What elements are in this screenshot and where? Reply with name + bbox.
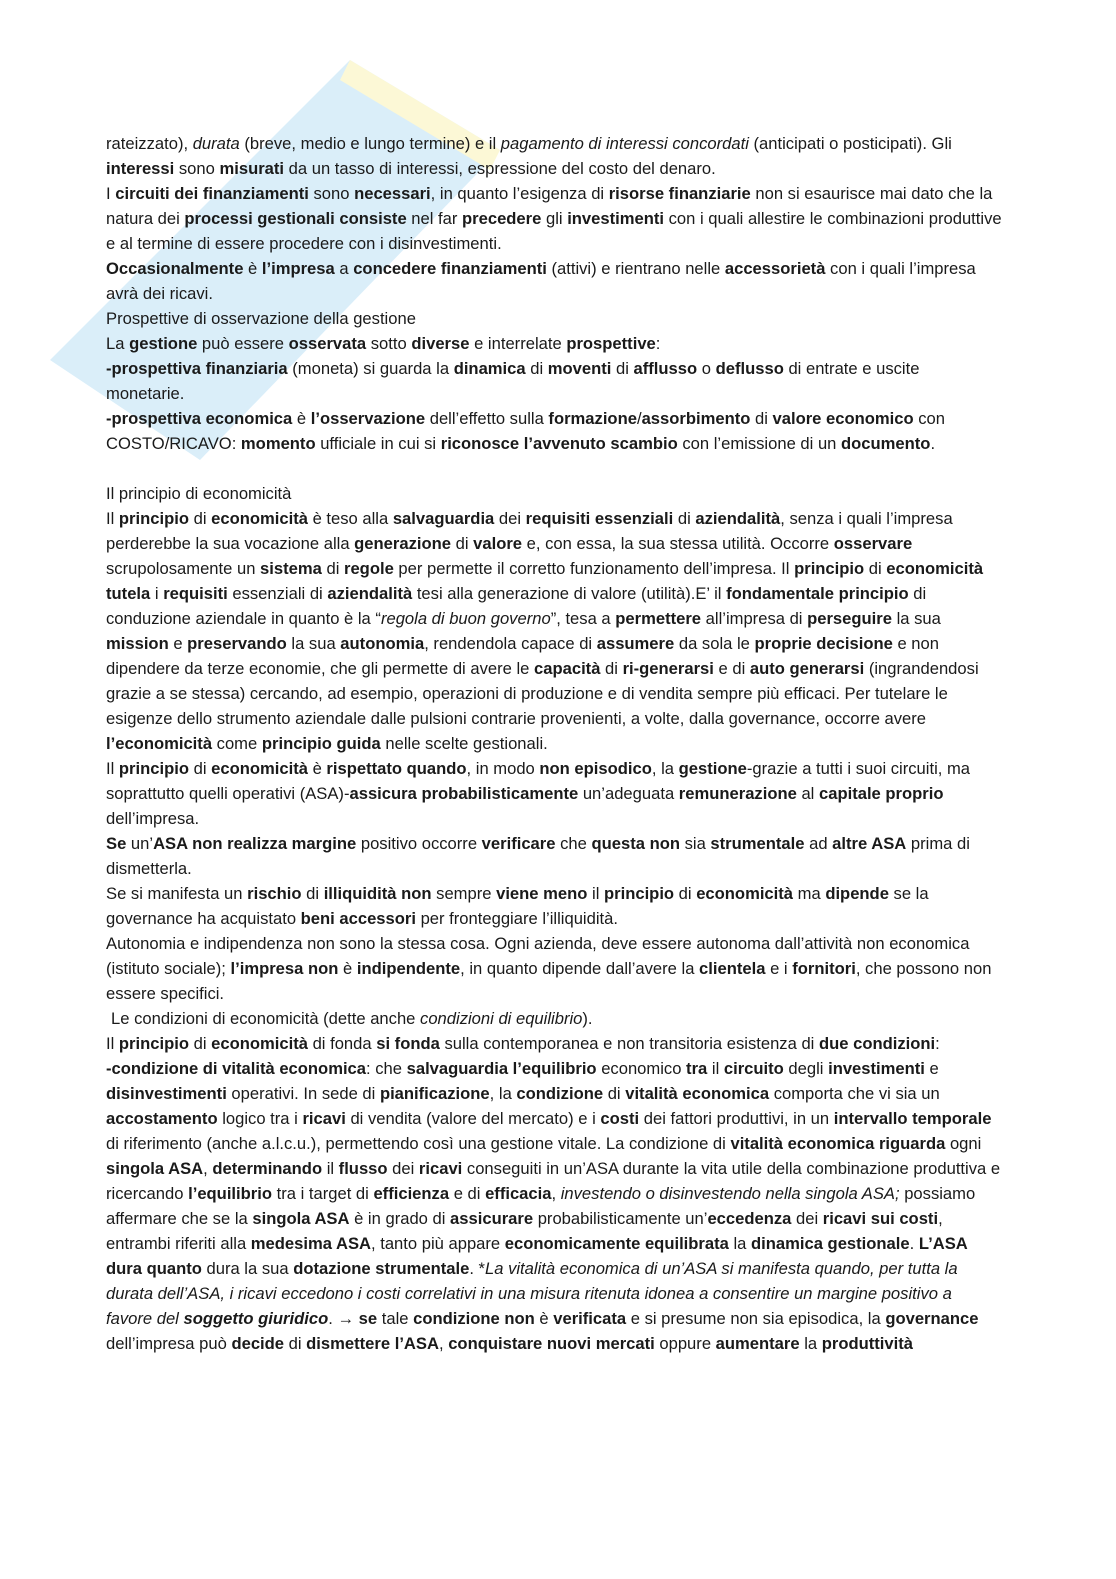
text-run: . * <box>469 1259 485 1278</box>
text-run: questa non <box>591 834 680 853</box>
text-run: e si presume non sia episodica, la <box>626 1309 886 1328</box>
text-run: riconosce l’avvenuto scambio <box>440 434 678 453</box>
text-run: dei <box>791 1209 823 1228</box>
text-run: rateizzato), <box>106 134 193 153</box>
text-run: La <box>106 334 130 353</box>
text-run: decide <box>231 1334 285 1353</box>
text-run: la sua <box>891 609 941 628</box>
text-run: non episodico <box>539 759 652 778</box>
text-run: sempre <box>431 884 497 903</box>
text-run: aziendalità <box>695 509 781 528</box>
text-run: sotto <box>366 334 412 353</box>
text-run: sono <box>174 159 220 178</box>
text-run: ufficiale in cui si <box>315 434 441 453</box>
text-run: dismettere l’ASA <box>306 1334 439 1353</box>
text-run: di riferimento (anche a.l.c.u.), permettendo così una gestione vitale. La condizione di <box>106 1134 731 1153</box>
text-run: ASA non realizza margine <box>153 834 357 853</box>
text-run: , in quanto dipende dall’avere la <box>460 959 700 978</box>
text-run: di fonda <box>307 1034 377 1053</box>
text-run: -grazie a tutti i suoi circuiti, ma soprattutto quelli operativi (ASA)- <box>106 759 971 803</box>
text-run: è in grado di <box>349 1209 451 1228</box>
text-run: da un tasso di interessi, espressione del costo del denaro. <box>284 159 716 178</box>
text-run: generazione <box>354 534 451 553</box>
text-run: sia <box>679 834 711 853</box>
text-run: gli <box>541 209 568 228</box>
text-run: determinando <box>212 1159 323 1178</box>
text-run: di <box>284 1334 307 1353</box>
text-run: positivo occorre <box>356 834 482 853</box>
text-run: remunerazione <box>678 784 797 803</box>
text-run: requisiti <box>163 584 228 603</box>
text-run: , in quanto l’esigenza di <box>430 184 609 203</box>
text-run: : che <box>366 1059 407 1078</box>
text-run: di <box>864 559 887 578</box>
text-run: assicurare <box>450 1209 534 1228</box>
text-run: è <box>307 759 327 778</box>
text-run: , <box>438 1334 449 1353</box>
text-run: risorse finanziarie <box>608 184 751 203</box>
text-run: efficienza <box>373 1184 450 1203</box>
text-run: che <box>555 834 592 853</box>
text-run: con i quali allestire le combinazioni produttive e al termine di essere procedere con i disinvestimenti. <box>106 209 1002 253</box>
text-run: efficacia <box>485 1184 552 1203</box>
text-run: ad <box>804 834 833 853</box>
text-run: degli <box>783 1059 829 1078</box>
text-run: di <box>188 759 212 778</box>
text-run: di <box>611 359 634 378</box>
text-run: Prospettive di osservazione della gestione <box>106 309 416 328</box>
text-run: → <box>337 1309 355 1328</box>
text-run: , la <box>651 759 679 778</box>
text-run: -prospettiva economica <box>106 409 293 428</box>
text-run: di <box>674 884 697 903</box>
text-run: osservare <box>833 534 913 553</box>
paragraph <box>106 506 1002 756</box>
text-run: valore <box>473 534 523 553</box>
text-run: e non dipendere da terze economie, che gli permette di avere le <box>106 634 939 678</box>
text-run: di entrate e uscite monetarie. <box>106 359 920 403</box>
text-run: documento <box>841 434 931 453</box>
text-run: aziendalità <box>327 584 413 603</box>
text-run: assumere <box>596 634 675 653</box>
text-run: regole <box>344 559 394 578</box>
text-run: dell’impresa. <box>106 809 200 828</box>
text-run: è <box>338 959 357 978</box>
text-run: Il <box>106 509 119 528</box>
text-run: e di <box>449 1184 486 1203</box>
text-run: verificare <box>481 834 556 853</box>
text-run: dell’impresa può <box>106 1334 232 1353</box>
text-run: formazione <box>548 409 637 428</box>
text-run: essenziali di <box>227 584 328 603</box>
text-run: diverse <box>411 334 470 353</box>
paragraph <box>106 406 1002 456</box>
paragraph <box>106 181 1002 256</box>
text-run: di <box>301 884 324 903</box>
text-run: di <box>321 559 344 578</box>
text-run: di <box>673 509 696 528</box>
text-run: logico tra i <box>217 1109 303 1128</box>
text-run: il <box>322 1159 339 1178</box>
text-run: moventi <box>547 359 612 378</box>
text-run: Le condizioni di economicità (dette anche <box>111 1009 421 1028</box>
text-run: principio <box>794 559 865 578</box>
paragraph <box>106 881 1002 931</box>
text-run: Il <box>106 1034 119 1053</box>
text-run: soggetto giuridico <box>183 1309 329 1328</box>
text-run: vitalità economica riguarda <box>730 1134 946 1153</box>
text-run: accostamento <box>106 1109 218 1128</box>
text-run: L’ASA dura quanto <box>106 1234 968 1278</box>
text-run: può essere <box>197 334 289 353</box>
text-run: ri-generarsi <box>622 659 714 678</box>
text-run: assorbimento <box>641 409 751 428</box>
text-run: dei <box>387 1159 419 1178</box>
paragraph <box>106 306 1002 331</box>
text-run: gestione <box>129 334 198 353</box>
text-run: rispettato quando <box>326 759 467 778</box>
text-run: clientela <box>699 959 766 978</box>
text-run: l’osservazione <box>310 409 426 428</box>
text-run: di <box>603 1084 626 1103</box>
text-run: momento <box>240 434 316 453</box>
text-run: , che possono non essere specifici. <box>106 959 992 1003</box>
text-run: dipende <box>825 884 889 903</box>
text-run: se la governance ha acquistato <box>106 884 929 928</box>
text-run: singola ASA <box>252 1209 350 1228</box>
text-run: : <box>935 1034 940 1053</box>
text-run: e interrelate <box>469 334 567 353</box>
paragraph <box>106 481 1002 506</box>
text-run: / <box>636 409 642 428</box>
text-run: preservando <box>187 634 287 653</box>
text-run: di <box>188 1034 212 1053</box>
text-run: . <box>909 1234 919 1253</box>
text-run: osservata <box>288 334 367 353</box>
paragraph <box>106 1031 1002 1056</box>
text-run: produttività <box>821 1334 913 1353</box>
text-run: con i quali l’impresa avrà dei ricavi. <box>106 259 976 303</box>
paragraph <box>106 931 1002 1006</box>
text-run: strumentale <box>710 834 805 853</box>
text-run: di <box>450 534 474 553</box>
text-run: prima di dismetterla. <box>106 834 970 878</box>
text-run: e di <box>713 659 750 678</box>
paragraph <box>106 331 1002 356</box>
text-run: tesi alla generazione di valore (utilità).E’ il <box>412 584 727 603</box>
text-run: principio <box>118 759 189 778</box>
text-run: -condizione di vitalità economica <box>106 1059 367 1078</box>
paragraph <box>106 131 1002 181</box>
text-run: eccedenza <box>707 1209 792 1228</box>
text-run: necessari <box>354 184 431 203</box>
text-run: di conduzione aziendale in quanto è la “ <box>106 584 927 628</box>
text-run: , in modo <box>466 759 540 778</box>
text-run: dell’effetto sulla <box>425 409 549 428</box>
text-run: (moneta) si guarda la <box>287 359 454 378</box>
text-run: precedere <box>462 209 542 228</box>
text-run: (attivi) e rientrano nelle <box>546 259 725 278</box>
text-run: disinvestimenti <box>106 1084 227 1103</box>
text-run: -prospettiva finanziaria <box>106 359 288 378</box>
text-run: principio <box>604 884 675 903</box>
text-run: , <box>551 1184 561 1203</box>
text-run: l’equilibrio <box>188 1184 272 1203</box>
text-run: l’economicità <box>106 734 213 753</box>
text-run: sulla contemporanea e non transitoria esistenza di <box>439 1034 819 1053</box>
text-run: vitalità economica <box>625 1084 770 1103</box>
text-run: auto generarsi <box>749 659 865 678</box>
text-run: scrupolosamente un <box>106 559 261 578</box>
text-run: regola di buon governo <box>380 609 551 628</box>
text-run: o <box>697 359 716 378</box>
text-run: di vendita (valore del mercato) e i <box>345 1109 601 1128</box>
text-run: capacità <box>534 659 601 678</box>
text-run: governance <box>885 1309 979 1328</box>
text-run: assicura probabilisticamente <box>349 784 579 803</box>
text-run: con COSTO/RICAVO: <box>106 409 945 453</box>
text-run: tra i target di <box>272 1184 374 1203</box>
text-run: due condizioni <box>818 1034 936 1053</box>
text-run: al <box>796 784 819 803</box>
text-run: deflusso <box>715 359 784 378</box>
text-run: illiquidità non <box>323 884 432 903</box>
text-run: economico <box>596 1059 687 1078</box>
text-run: dura la sua <box>201 1259 294 1278</box>
text-run: investimenti <box>828 1059 925 1078</box>
text-run: a <box>334 259 354 278</box>
text-run: possiamo affermare che se la <box>106 1184 976 1228</box>
text-run: operativi. In sede di <box>226 1084 380 1103</box>
text-run: ”, tesa a <box>550 609 616 628</box>
text-run: di <box>600 659 623 678</box>
text-run: all’impresa di <box>701 609 808 628</box>
text-run: mission <box>106 634 169 653</box>
text-run: prospettive <box>566 334 656 353</box>
paragraph <box>106 356 1002 406</box>
text-run: , rendendola capace di <box>424 634 597 653</box>
text-run: (ingrandendosi grazie a se stessa) cercando, ad esempio, operazioni di produzione e di vendita sempre più efficaci. Per tutelare le esigenze dello strumento aziendale dalle pulsioni contrarie provenienti, a volte, dalla governance, occorre avere <box>106 659 979 728</box>
text-run: e, con essa, la sua stessa utilità. Occorre <box>522 534 834 553</box>
text-run: economicamente equilibrata <box>504 1234 729 1253</box>
text-run: Il principio di economicità <box>106 484 292 503</box>
text-run: perseguire <box>807 609 892 628</box>
text-run: salvaguardia <box>392 509 495 528</box>
text-run: , senza i quali l’impresa perderebbe la sua vocazione alla <box>106 509 953 553</box>
text-run: di <box>750 409 773 428</box>
text-run: (breve, medio e lungo termine) e il <box>239 134 501 153</box>
text-run: economicità <box>211 509 308 528</box>
text-run: beni accessori <box>300 909 416 928</box>
text-run: interessi <box>106 159 175 178</box>
text-run: valore economico <box>772 409 914 428</box>
text-run: la <box>799 1334 822 1353</box>
text-run: condizioni di equilibrio <box>420 1009 583 1028</box>
text-run: I <box>106 184 116 203</box>
text-run: indipendente <box>356 959 461 978</box>
text-run: proprie decisione <box>754 634 893 653</box>
text-run: principio <box>118 509 189 528</box>
text-run: si fonda <box>376 1034 440 1053</box>
text-run: per permette il corretto funzionamento dell’impresa. Il <box>393 559 795 578</box>
text-run: nelle scelte gestionali. <box>380 734 548 753</box>
text-run: viene meno <box>496 884 588 903</box>
paragraph <box>106 1056 1002 1356</box>
text-run: singola ASA <box>106 1159 204 1178</box>
text-run: dotazione strumentale <box>293 1259 470 1278</box>
text-run: con l’emissione di un <box>677 434 842 453</box>
text-run: il <box>707 1059 724 1078</box>
text-run: gestione <box>678 759 747 778</box>
text-run: permettere <box>615 609 702 628</box>
text-run: tale <box>377 1309 414 1328</box>
text-run: conseguiti in un’ASA durante la vita utile della combinazione produttiva e ricercando <box>106 1159 1001 1203</box>
text-run: pagamento di interessi concordati <box>500 134 749 153</box>
document-body <box>106 131 1002 1356</box>
text-run: investimenti <box>567 209 665 228</box>
text-run: autonomia <box>340 634 425 653</box>
text-run: circuiti dei finanziamenti <box>115 184 309 203</box>
text-run: . <box>930 434 936 453</box>
text-run: non si esaurisce mai dato che la natura dei <box>106 184 993 228</box>
text-run: l’impresa <box>261 259 335 278</box>
text-run: comporta che vi sia un <box>769 1084 940 1103</box>
text-run: economicità <box>211 1034 308 1053</box>
text-run: medesima ASA <box>250 1234 371 1253</box>
text-run: accessorietà <box>724 259 826 278</box>
text-run: Se <box>106 834 127 853</box>
text-run: probabilisticamente un’ <box>533 1209 708 1228</box>
text-run: , la <box>489 1084 517 1103</box>
text-run: ogni <box>945 1134 982 1153</box>
text-run: : <box>655 334 661 353</box>
text-run: verificata <box>553 1309 627 1328</box>
text-run: e <box>924 1059 939 1078</box>
text-run: . <box>328 1309 338 1328</box>
text-run: ricavi sui costi <box>822 1209 939 1228</box>
text-run: di <box>525 359 548 378</box>
text-run: la sua <box>286 634 341 653</box>
text-run: investendo o disinvestendo nella singola ASA; <box>560 1184 900 1203</box>
text-run: rischio <box>247 884 302 903</box>
text-run: condizione <box>516 1084 604 1103</box>
paragraph <box>106 1006 1002 1031</box>
text-run: flusso <box>338 1159 388 1178</box>
paragraph <box>106 256 1002 306</box>
text-run: Il <box>106 759 119 778</box>
text-run: (anticipati o posticipati). Gli <box>748 134 952 153</box>
text-run: il <box>587 884 604 903</box>
text-run: l’impresa non <box>230 959 339 978</box>
text-run: condizione non <box>413 1309 535 1328</box>
text-run: Autonomia e indipendenza non sono la stessa cosa. Ogni azienda, deve essere autonoma dall’attività non economica (istituto sociale); <box>106 934 970 978</box>
text-run: i <box>150 584 164 603</box>
text-run: , <box>203 1159 213 1178</box>
text-run: Occasionalmente <box>106 259 244 278</box>
text-run: è <box>292 409 311 428</box>
text-run: la <box>728 1234 752 1253</box>
text-run: dei <box>494 509 526 528</box>
text-run: aumentare <box>715 1334 800 1353</box>
text-run: salvaguardia l’equilibrio <box>406 1059 597 1078</box>
text-run: principio guida <box>261 734 381 753</box>
text-run: economicità tutela <box>106 559 984 603</box>
text-run: e i <box>765 959 793 978</box>
text-run: come <box>212 734 262 753</box>
text-run: principio <box>118 1034 189 1053</box>
text-run: per fronteggiare l’illiquidità. <box>415 909 618 928</box>
text-run: fondamentale principio <box>726 584 909 603</box>
text-run: un’ <box>126 834 154 853</box>
text-run: requisiti essenziali <box>525 509 674 528</box>
text-run: e <box>168 634 188 653</box>
text-run: Se si manifesta un <box>106 884 248 903</box>
text-run: durata <box>192 134 240 153</box>
text-run: tra <box>686 1059 708 1078</box>
text-run: afflusso <box>633 359 698 378</box>
text-run: concedere finanziamenti <box>353 259 547 278</box>
text-run: dinamica <box>453 359 526 378</box>
text-run: nel far <box>406 209 463 228</box>
text-run: capitale proprio <box>818 784 944 803</box>
text-run: La vitalità economica di un’ASA si manifesta quando, per tutta la durata dell’ASA, i ricavi eccedono i costi correlativi in una misura ritenuta idonea a consentire un margine positivo a favore del <box>106 1259 958 1328</box>
text-run: ma <box>793 884 826 903</box>
text-run: altre ASA <box>832 834 907 853</box>
text-run: di <box>188 509 212 528</box>
text-run: sistema <box>260 559 322 578</box>
text-run: sono <box>308 184 355 203</box>
text-run: misurati <box>219 159 285 178</box>
text-run: conquistare nuovi mercati <box>448 1334 655 1353</box>
text-run: dinamica gestionale <box>751 1234 910 1253</box>
text-run: economicità <box>696 884 794 903</box>
text-run: dei fattori produttivi, in un <box>639 1109 834 1128</box>
paragraph <box>106 756 1002 831</box>
text-run: ricavi <box>418 1159 463 1178</box>
text-run: processi gestionali consiste <box>184 209 407 228</box>
text-run: , tanto più appare <box>371 1234 505 1253</box>
text-run: se <box>354 1309 378 1328</box>
text-run: è <box>534 1309 554 1328</box>
text-run: , entrambi riferiti alla <box>106 1209 943 1253</box>
text-run: costi <box>600 1109 640 1128</box>
text-run: fornitori <box>792 959 856 978</box>
text-run: circuito <box>723 1059 784 1078</box>
text-run: intervallo temporale <box>833 1109 992 1128</box>
text-run: da sola le <box>674 634 755 653</box>
text-run: è teso alla <box>307 509 393 528</box>
text-run: ricavi <box>302 1109 346 1128</box>
text-run: pianificazione <box>379 1084 490 1103</box>
text-run: economicità <box>211 759 308 778</box>
text-run: un’adeguata <box>578 784 679 803</box>
text-run: ). <box>582 1009 593 1028</box>
paragraph-gap <box>106 456 1002 481</box>
text-run: è <box>243 259 262 278</box>
paragraph <box>106 831 1002 881</box>
text-run: oppure <box>654 1334 716 1353</box>
